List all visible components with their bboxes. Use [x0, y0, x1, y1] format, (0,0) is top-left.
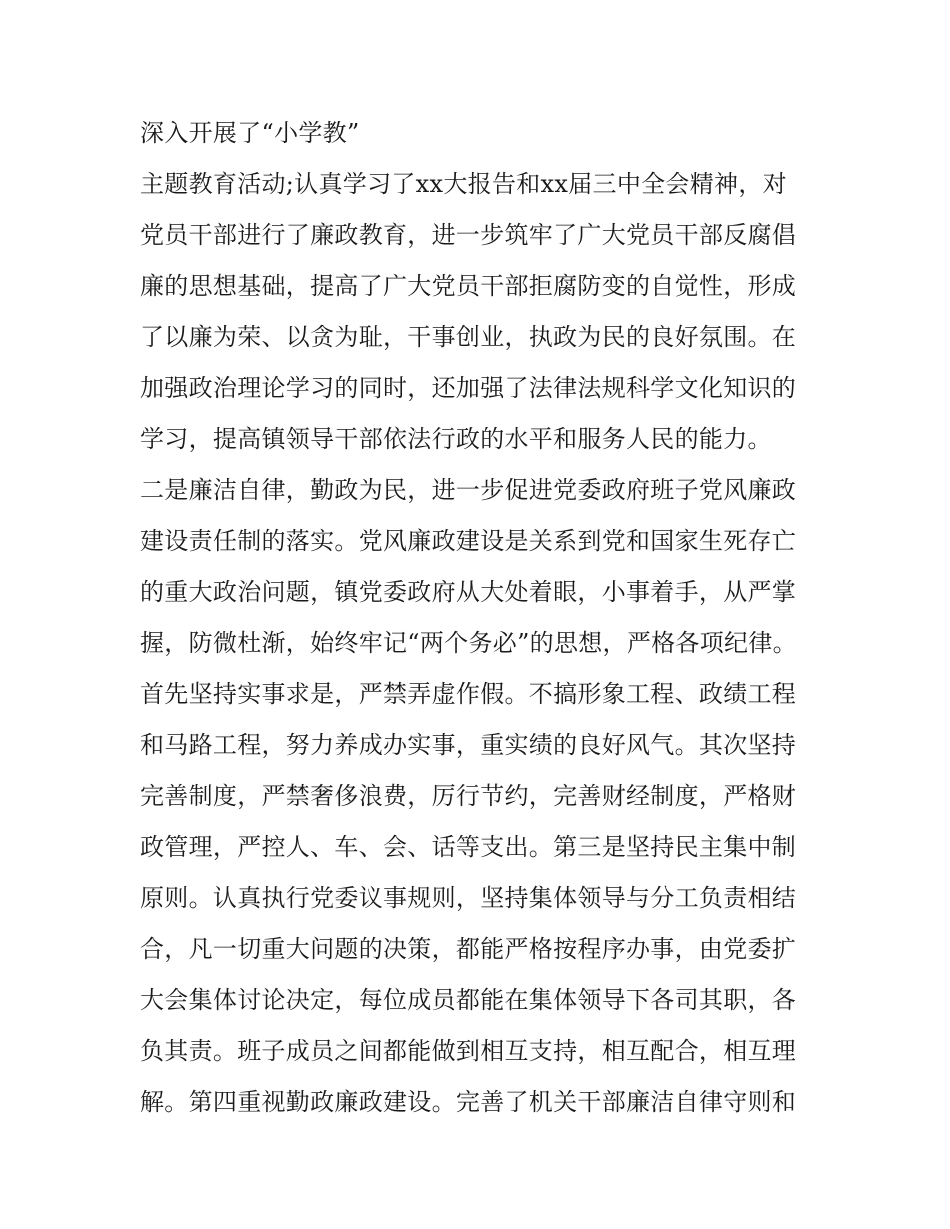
text-line: 廉的思想基础，提高了广大党员干部拒腐防变的自觉性，形成	[140, 272, 797, 300]
text-line: 学习，提高镇领导干部依法行政的水平和服务人民的能力。	[140, 425, 772, 453]
text-line: 完善制度，严禁奢侈浪费，厉行节约，完善财经制度，严格财	[140, 782, 797, 810]
text-line: 握，防微杜渐，始终牢记“两个务必”的思想，严格各项纪律。	[140, 629, 797, 657]
text-line: 加强政治理论学习的同时，还加强了法律法规科学文化知识的	[140, 374, 797, 402]
text-line: 主题教育活动;认真学习了xx大报告和xx届三中全会精神，对	[140, 170, 787, 198]
text-line: 和马路工程，努力养成办实事，重实绩的良好风气。其次坚持	[140, 731, 797, 759]
text-line: 解。第四重视勤政廉政建设。完善了机关干部廉洁自律守则和	[140, 1088, 797, 1116]
text-line: 负其责。班子成员之间都能做到相互支持，相互配合，相互理	[140, 1037, 797, 1065]
text-line: 大会集体讨论决定，每位成员都能在集体领导下各司其职，各	[140, 986, 797, 1014]
text-line: 原则。认真执行党委议事规则，坚持集体领导与分工负责相结	[140, 884, 797, 912]
text-line: 政管理，严控人、车、会、话等支出。第三是坚持民主集中制	[140, 833, 797, 861]
text-line: 深入开展了“小学教”	[140, 119, 360, 147]
text-line: 建设责任制的落实。党风廉政建设是关系到党和国家生死存亡	[140, 527, 797, 555]
body-text	[140, 108, 820, 1128]
text-line: 的重大政治问题，镇党委政府从大处着眼，小事着手，从严掌	[140, 578, 797, 606]
text-line: 二是廉洁自律，勤政为民，进一步促进党委政府班子党风廉政	[140, 476, 797, 504]
text-line: 合，凡一切重大问题的决策，都能严格按程序办事，由党委扩	[140, 935, 797, 963]
text-line: 了以廉为荣、以贪为耻，干事创业，执政为民的良好氛围。在	[140, 323, 797, 351]
text-line: 党员干部进行了廉政教育，进一步筑牢了广大党员干部反腐倡	[140, 221, 797, 249]
text-line: 首先坚持实事求是，严禁弄虚作假。不搞形象工程、政绩工程	[140, 680, 797, 708]
